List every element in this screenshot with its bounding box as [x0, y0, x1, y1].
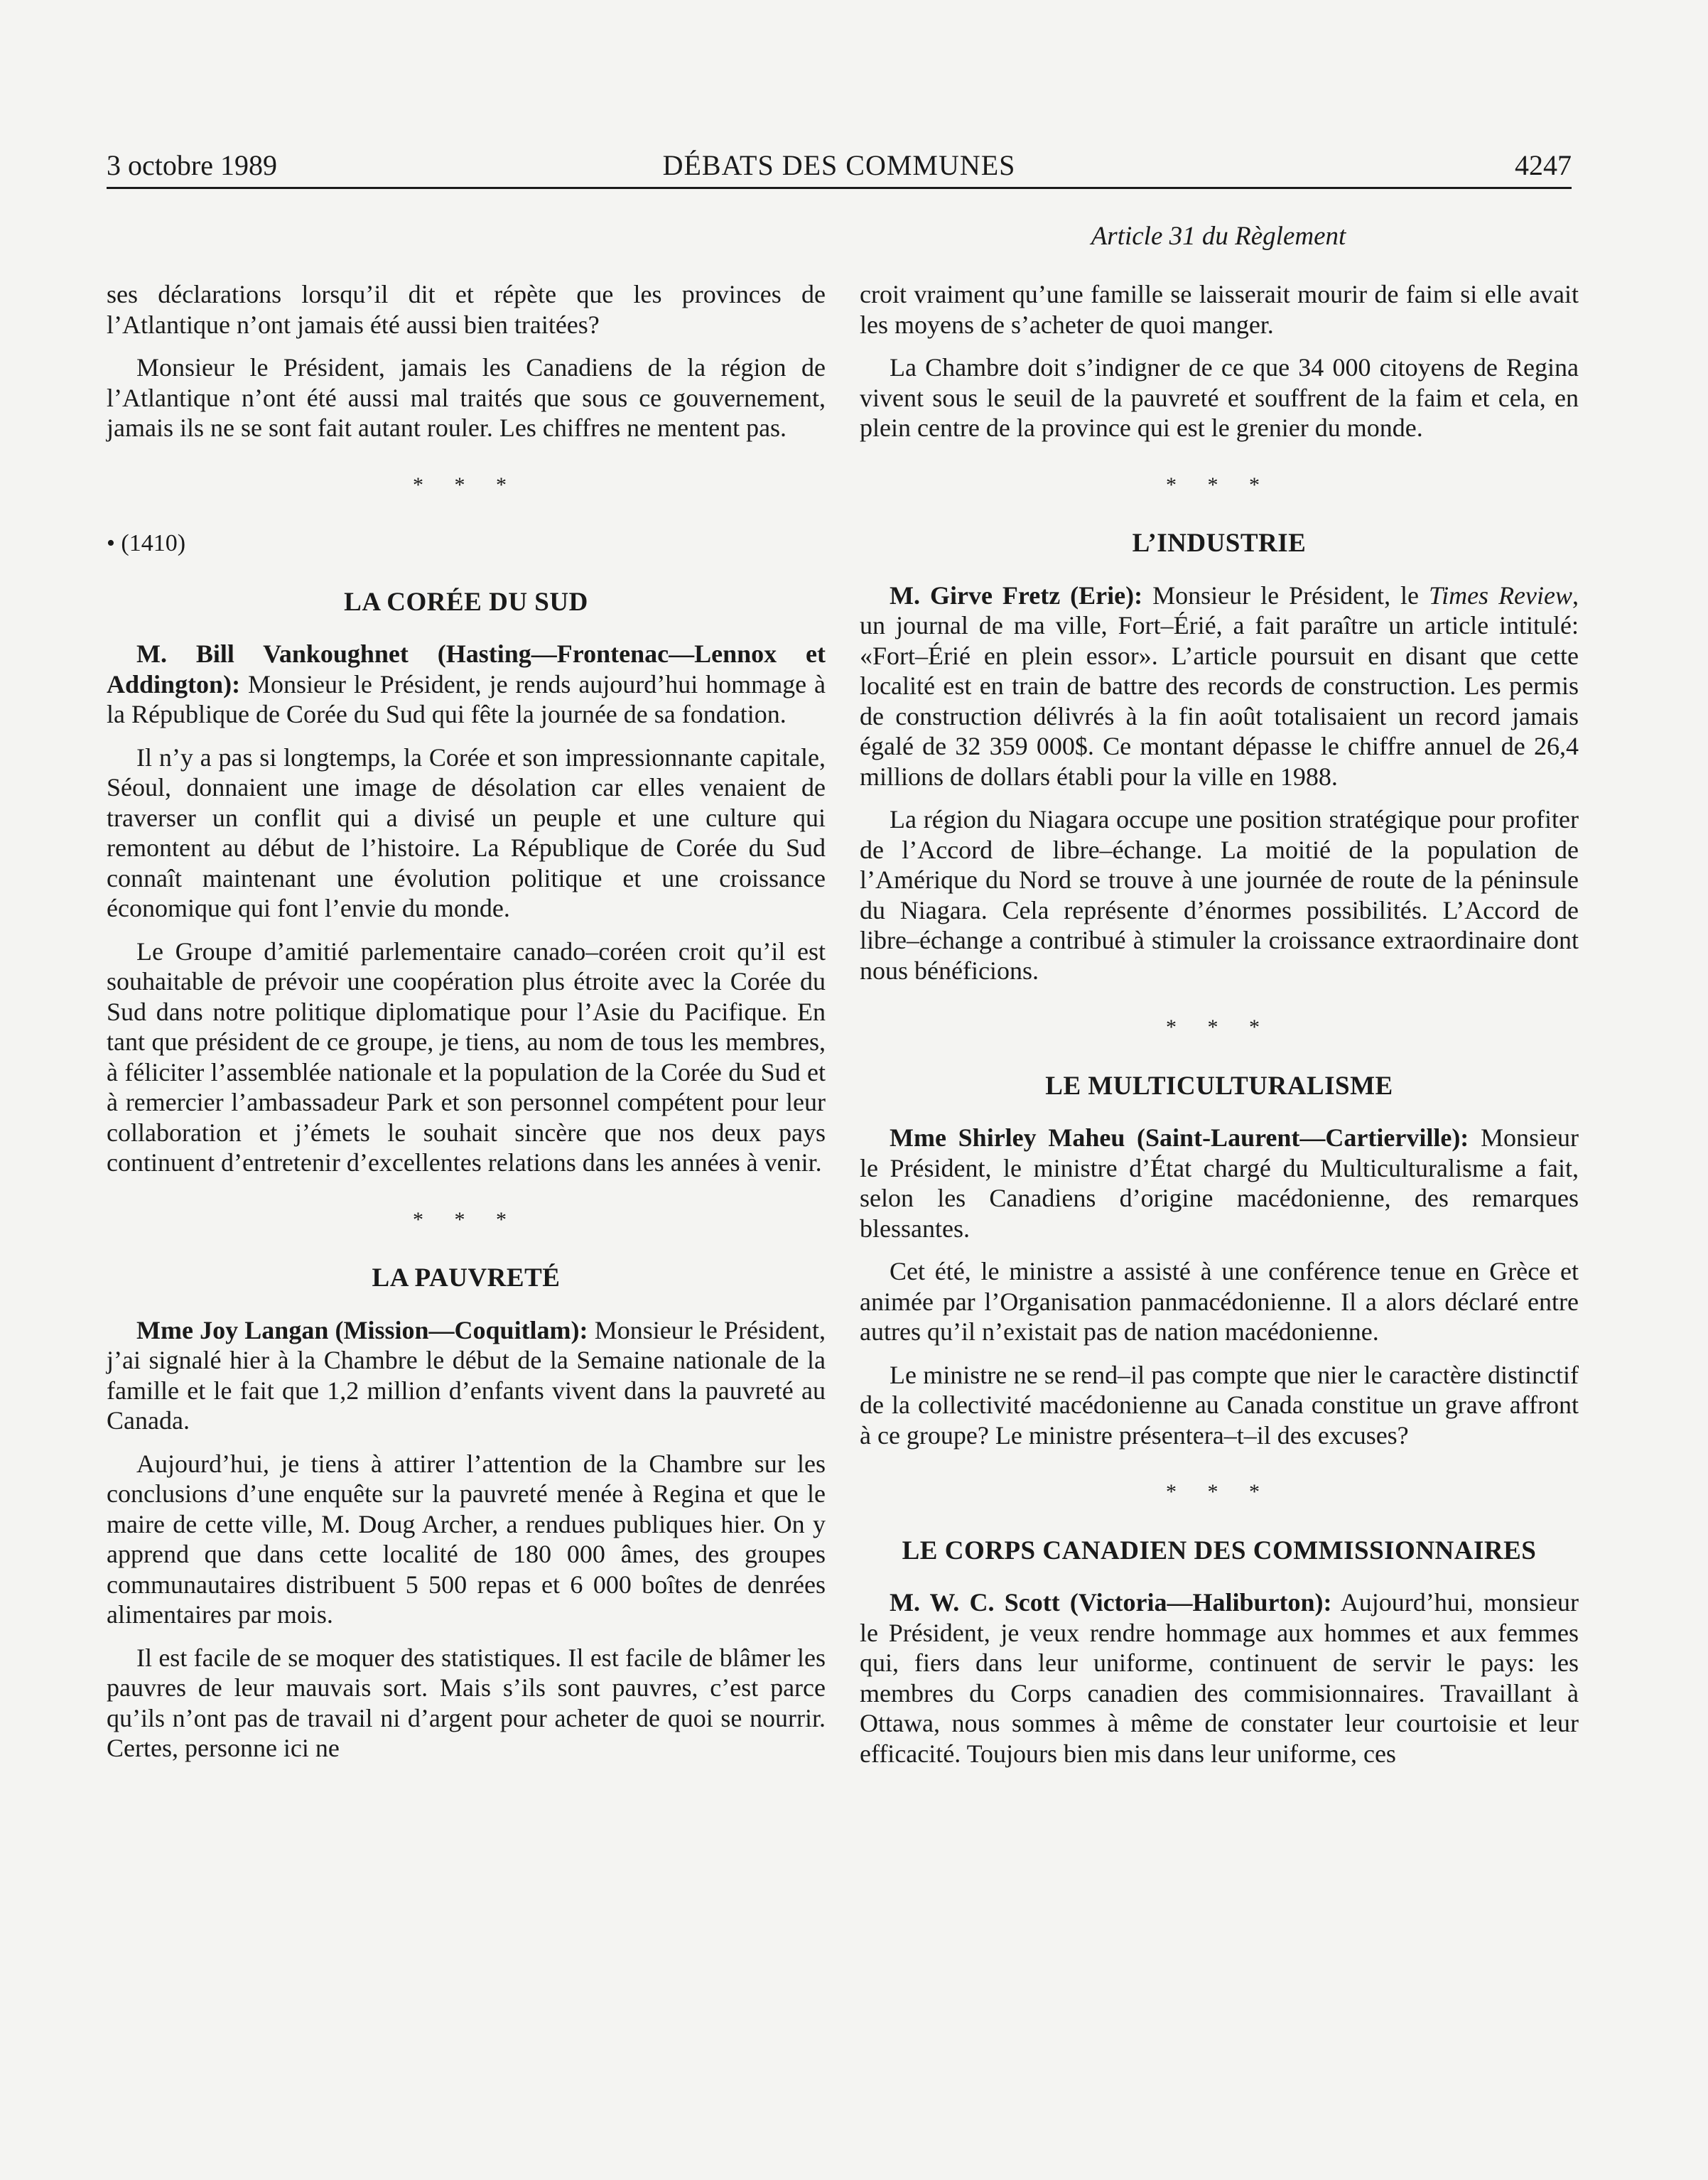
newspaper-title: Times Review	[1429, 581, 1573, 610]
separator: * * *	[413, 1207, 519, 1231]
heading-industrie: L’INDUSTRIE	[1132, 529, 1307, 558]
statement-text: Monsieur le Président, j’ai signalé hier à la Chambre le début de la Semaine nationale de la famille et le fait que 1,2 million d’enfants vivent dans la pauvreté au Canada.	[107, 1315, 826, 1435]
speaker-name: M. W. C. Scott (Victoria—Haliburton):	[890, 1588, 1332, 1617]
left-column	[107, 279, 826, 1776]
heading-pauvrete: LA PAUVRETÉ	[372, 1263, 561, 1293]
statement-paragraph	[860, 1123, 1579, 1243]
separator: * * *	[413, 473, 519, 497]
separator: * * *	[1166, 1480, 1272, 1504]
paragraph: ses déclarations lorsqu’il dit et répète que les provinces de l’Atlantique n’ont jamais été aussi bien traitées?	[107, 280, 826, 339]
statement-text: Monsieur le Président, le ministre d’État chargé du Multiculturalisme a fait, selon les Canadiens d’origine macédonienne, des remarques blessantes.	[860, 1123, 1579, 1243]
speaker-name: M. Bill Vankoughnet (Hasting—Frontenac—Lennox et Addington):	[107, 640, 826, 698]
paragraph: Le ministre ne se rend–il pas compte que nier le caractère distinctif de la collectivité macédonienne au Canada constitue un grave affront à ce groupe? Le ministre présentera–t–il des excuses?	[860, 1360, 1579, 1450]
statement-paragraph	[107, 639, 826, 730]
paragraph: Monsieur le Président, jamais les Canadiens de la région de l’Atlantique n’ont été aussi mal traités que sous ce gouvernement, jamais ils ne se sont fait autant rouler. Les chiffres ne mentent pas.	[107, 353, 826, 442]
paragraph: Il est facile de se moquer des statistiques. Il est facile de blâmer les pauvres de leur mauvais sort. Mais s’ils sont pauvres, c’est parce qu’ils n’ont pas de travail ni d’argent pour acheter de quoi se nourrir. Certes, personne ici ne	[107, 1643, 826, 1762]
statement-text: Monsieur le Président, le	[1152, 581, 1420, 610]
paragraph: Il n’y a pas si longtemps, la Corée et son impressionnante capitale, Séoul, donnaient une image de désolation car elles venaient de traverser un conflit qui a divisé un peuple et une culture qui remontent au début de l’histoire. La République de Corée du Sud connaît maintenant une évolution politique et une croissance économique qui font l’envie du monde.	[107, 743, 826, 922]
statement-paragraph	[860, 1587, 1579, 1769]
page-number: 4247	[1515, 149, 1572, 181]
statement-text: Aujourd’hui, monsieur le Président, je veux rendre hommage aux hommes et aux femmes qui, fiers dans leur uniforme, continuent de servir le pays: les membres du Corps canadien des commisionnaires. Travaillant à Ottawa, nous sommes à même de constater leur courtoisie et leur efficacité. Toujours bien mis dans leur uniforme, ces	[860, 1588, 1579, 1768]
separator: * * *	[1166, 473, 1272, 497]
section-rubric: Article 31 du Règlement	[1091, 222, 1346, 251]
speaker-name: Mme Shirley Maheu (Saint-Laurent—Cartierville):	[890, 1123, 1469, 1152]
paragraph: croit vraiment qu’une famille se laisserait mourir de faim si elle avait les moyens de s’acheter de quoi manger.	[860, 280, 1579, 339]
heading-coree: LA CORÉE DU SUD	[344, 587, 588, 617]
heading-commissionnaires: LE CORPS CANADIEN DES COMMISSIONNAIRES	[902, 1536, 1537, 1565]
header-title: DÉBATS DES COMMUNES	[662, 149, 1016, 181]
header-date: 3 octobre 1989	[107, 149, 277, 181]
paragraph: Le Groupe d’amitié parlementaire canado–coréen croit qu’il est souhaitable de prévoir une coopération plus étroite avec la Corée du Sud dans notre politique diplomatique pour l’Asie du Pacifique. En tant que président de ce groupe, je tiens, au nom de tous les membres, à féliciter l’assemblée nationale et la population de la Corée du Sud et à remercier l’ambassadeur Park et son personnel compétent pour leur collaboration et j’émets le souhait sincère que nos deux pays continuent d’entretenir d’excellentes relations dans les années à venir.	[107, 937, 826, 1177]
time-mark: • (1410)	[107, 530, 186, 556]
statement-paragraph	[860, 581, 1579, 792]
statement-paragraph	[107, 1315, 826, 1436]
heading-multiculturalisme: LE MULTICULTURALISME	[1045, 1071, 1393, 1101]
paragraph: Aujourd’hui, je tiens à attirer l’attention de la Chambre sur les conclusions d’une enquête sur la pauvreté menée à Regina et que le maire de cette ville, M. Doug Archer, a rendues publiques hier. On y apprend que dans cette localité de 180 000 âmes, des groupes communautaires distribuent 5 500 repas et 6 000 boîtes de denrées alimentaires par mois.	[107, 1449, 826, 1629]
paragraph: Cet été, le ministre a assisté à une conférence tenue en Grèce et animée par l’Organisation panmacédonienne. Il a alors déclaré entre autres qu’il n’existait pas de nation macédonienne.	[860, 1257, 1579, 1346]
speaker-name: M. Girve Fretz (Erie):	[890, 581, 1143, 610]
paragraph: La région du Niagara occupe une position stratégique pour profiter de l’Accord de libre–échange. La moitié de la population de l’Amérique du Nord se trouve à une journée de route de la péninsule du Niagara. Cela représente d’énormes possibilités. L’Accord de libre–échange a contribué à stimuler la croissance extraordinaire dont nous bénéficions.	[860, 805, 1579, 985]
statement-text: Monsieur le Président, je rends aujourd’hui hommage à la République de Corée du Sud qui fête la journée de sa fondation.	[107, 669, 826, 728]
page-header	[107, 144, 1572, 189]
statement-text: , un journal de ma ville, Fort–Érié, a fait paraître un article intitulé: «Fort–Érié en plein essor». L’article poursuit en disant que cette localité est en train de battre des records de construction. Les permis de construction délivrés à la fin août totalisaient un record jamais égalé de 32 359 000$. Ce montant dépasse le chiffre annuel de 26,4 millions de dollars établi pour la ville en 1988.	[860, 581, 1579, 791]
right-column	[860, 279, 1579, 1781]
paragraph: La Chambre doit s’indigner de ce que 34 000 citoyens de Regina vivent sous le seuil de la pauvreté et souffrent de la faim et cela, en plein centre de la province qui est le grenier du monde.	[860, 353, 1579, 442]
separator: * * *	[1166, 1015, 1272, 1039]
speaker-name: Mme Joy Langan (Mission—Coquitlam):	[136, 1315, 588, 1344]
